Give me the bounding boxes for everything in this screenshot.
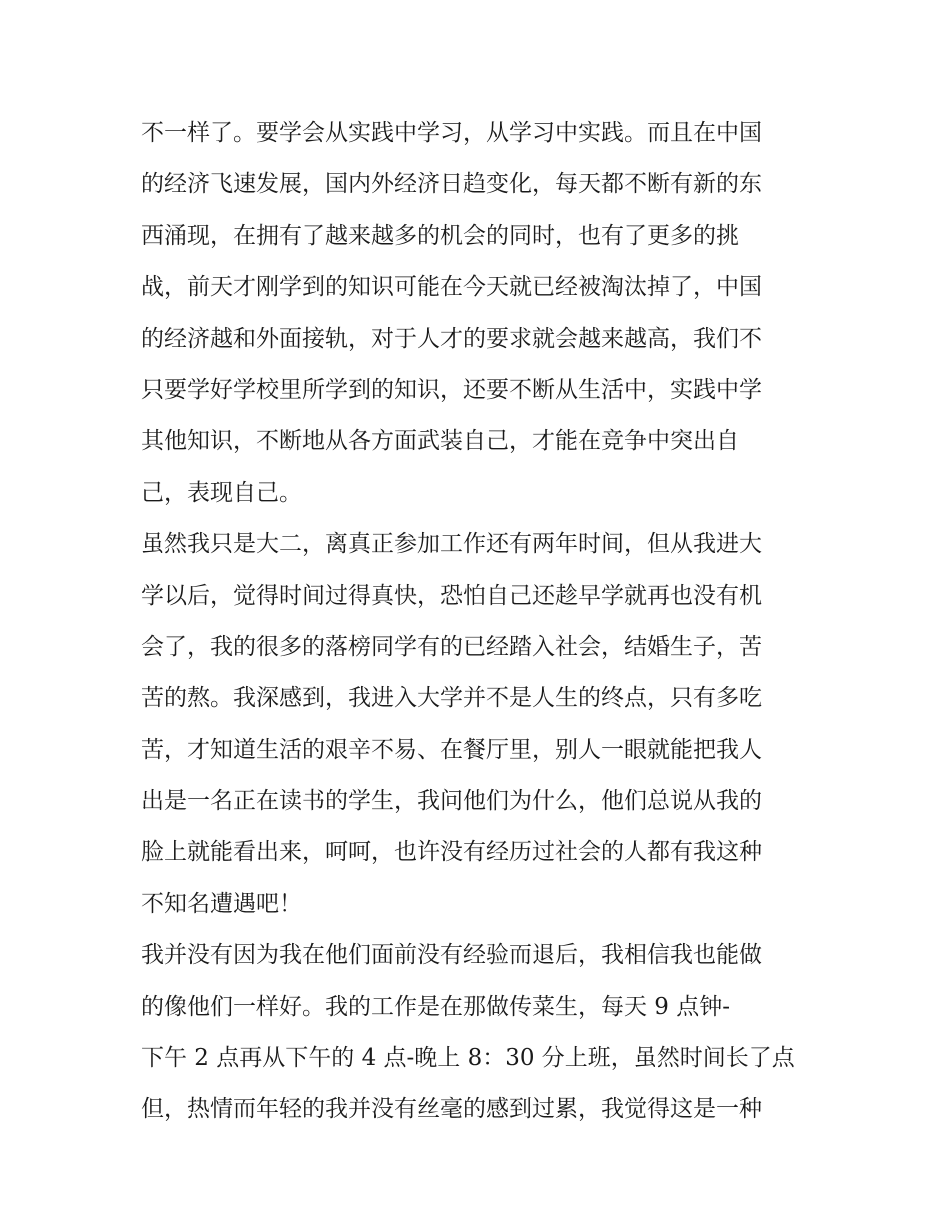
text-line-14: 出是一名正在读书的学生，我问他们为什么，他们总说从我的 xyxy=(141,788,762,815)
text-line-10: 学以后，觉得时间过得真快，恐怕自己还趁早学就再也没有机 xyxy=(141,582,762,609)
text-line-8: 己，表现自己。 xyxy=(141,479,302,506)
text-line-17: 我并没有因为我在他们面前没有经验而退后，我相信我也能做 xyxy=(141,942,762,969)
text-line-7: 其他知识，不断地从各方面武装自己，才能在竞争中突出自 xyxy=(141,428,739,455)
text-line-9: 虽然我只是大二，离真正参加工作还有两年时间，但从我进大 xyxy=(141,531,762,558)
text-line-11: 会了，我的很多的落榜同学有的已经踏入社会，结婚生子，苦 xyxy=(141,633,762,660)
body-text xyxy=(141,108,821,1136)
text-line-20: 但，热情而年轻的我并没有丝毫的感到过累，我觉得这是一种 xyxy=(141,1096,762,1123)
text-line-15: 脸上就能看出来，呵呵，也许没有经历过社会的人都有我这种 xyxy=(141,839,762,866)
text-line-3: 西涌现，在拥有了越来越多的机会的同时，也有了更多的挑 xyxy=(141,222,739,249)
text-line-6: 只要学好学校里所学到的知识，还要不断从生活中，实践中学 xyxy=(141,376,762,403)
text-line-13: 苦，才知道生活的艰辛不易、在餐厅里，别人一眼就能把我人 xyxy=(141,736,762,763)
text-line-18: 的像他们一样好。我的工作是在那做传菜生，每天 9 点钟- xyxy=(141,993,731,1020)
text-line-19: 下午 2 点再从下午的 4 点-晚上 8：30 分上班，虽然时间长了点 xyxy=(141,1045,795,1072)
text-line-16: 不知名遭遇吧！ xyxy=(141,890,302,917)
text-line-5: 的经济越和外面接轨，对于人才的要求就会越来越高，我们不 xyxy=(141,325,762,352)
text-line-2: 的经济飞速发展，国内外经济日趋变化，每天都不断有新的东 xyxy=(141,171,762,198)
text-line-4: 战，前天才刚学到的知识可能在今天就已经被淘汰掉了，中国 xyxy=(141,274,762,301)
text-line-1: 不一样了。要学会从实践中学习，从学习中实践。而且在中国 xyxy=(141,120,762,146)
text-line-12: 苦的熬。我深感到，我进入大学并不是人生的终点，只有多吃 xyxy=(141,685,762,712)
